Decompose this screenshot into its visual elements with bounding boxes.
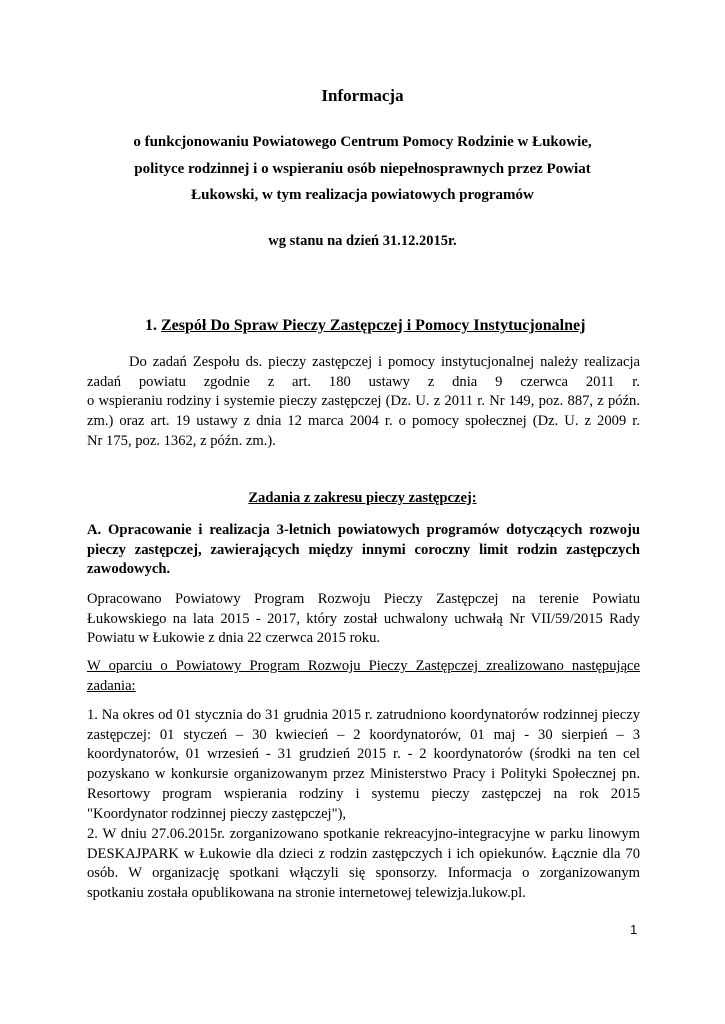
subtitle-line: Łukowski, w tym realizacja powiatowych programów (191, 187, 534, 203)
section-heading (145, 317, 585, 335)
paragraph-line: Łukowskiego na lata 2015 - 2017, który został uchwalony uchwałą Nr VII/59/2015 Rady (87, 610, 640, 627)
subtitle-line: o funkcjonowaniu Powiatowego Centrum Pomocy Rodzinie w Łukowie, (133, 134, 592, 150)
paragraph-line: Do zadań Zespołu ds. pieczy zastępczej i pomocy instytucjonalnej należy realizacja (129, 354, 640, 370)
paragraph-line: zadań powiatu zgodnie z art. 180 ustawy z dnia 9 czerwca 2011 r. (87, 373, 640, 390)
subtitle-line: polityce rodzinnej i o wspieraniu osób niepełnosprawnych przez Powiat (134, 160, 591, 177)
paragraph-line: zawodowych. (87, 561, 171, 578)
paragraph-line: o wspieraniu rodziny i systemie pieczy zastępczej (Dz. U. z 2011 r. Nr 149, poz. 887, z późn. (87, 393, 640, 410)
paragraph-line: Nr 175, poz. 1362, z późn. zm.). (87, 432, 276, 449)
section-intro (87, 353, 640, 452)
program-paragraph (87, 590, 640, 649)
section-title: Zespół Do Spraw Pieczy Zastępczej i Pomocy Instytucjonalnej (161, 317, 586, 334)
paragraph-line: Powiatu w Łukowie z dnia 22 czerwca 2015 roku. (87, 630, 381, 647)
paragraph-line: Resortowy program wspierania rodziny i systemu pieczy zastępczej na rok 2015 (87, 785, 640, 802)
paragraph-line: "Koordynator rodzinnej pieczy zastępczej"), (87, 805, 347, 822)
based-paragraph (87, 657, 640, 696)
paragraph-line: zastępczej: 01 styczeń – 30 kwiecień – 2 koordynatorów, 01 maj - 30 sierpień – 3 (87, 726, 640, 743)
paragraph-line: W oparciu o Powiatowy Program Rozwoju Pieczy Zastępczej zrealizowano następujące (87, 658, 640, 674)
item-1 (87, 706, 640, 824)
section-number: 1. (145, 317, 157, 334)
state-date: wg stanu na dzień 31.12.2015r. (268, 233, 457, 249)
paragraph-line: Opracowano Powiatowy Program Rozwoju Pieczy Zastępczej na terenie Powiatu (87, 591, 640, 607)
page-number: 1 (630, 922, 638, 937)
tasks-heading-text: Zadania z zakresu pieczy zastępczej: (248, 490, 477, 506)
paragraph-line: osób. W organizację spotkani włączyli się sponsorzy. Informacja o zorganizowanym (87, 865, 640, 882)
paragraph-line: koordynatorów, 01 wrzesień - 31 grudzień 2015 r. - 2 koordynatorów (środki na ten cel (87, 746, 640, 763)
paragraph-line: zadania: (87, 677, 136, 694)
item-2 (87, 825, 640, 904)
point-a (87, 521, 640, 580)
paragraph-line: 2. W dniu 27.06.2015r. zorganizowano spotkanie rekreacyjno-integracyjne w parku linowym (87, 826, 640, 842)
paragraph-line: 1. Na okres od 01 stycznia do 31 grudnia 2015 r. zatrudniono koordynatorów rodzinnej pieczy (87, 707, 640, 723)
paragraph-line: A. Opracowanie i realizacja 3-letnich powiatowych programów dotyczących rozwoju (87, 522, 640, 538)
document-subtitle (100, 129, 625, 209)
paragraph-line: DESKAJPARK w Łukowie dla dzieci z rodzin zastępczych i ich opiekunów. Łącznie dla 70 (87, 845, 640, 862)
paragraph-line: zm.) oraz art. 19 ustawy z dnia 12 marca 2004 r. o pomocy społecznej (Dz. U. z 2009 r. (87, 413, 640, 430)
paragraph-line: spotkaniu została opublikowana na stronie internetowej telewizja.lukow.pl. (87, 885, 526, 902)
document-title: Informacja (321, 86, 404, 105)
paragraph-line: pozyskano w konkursie organizowanym przez Ministerstwo Pracy i Polityki Społecznej pn. (87, 766, 640, 783)
paragraph-line: pieczy zastępczej, zawierających między innymi coroczny limit rodzin zastępczych (87, 541, 640, 558)
tasks-heading (0, 490, 725, 507)
